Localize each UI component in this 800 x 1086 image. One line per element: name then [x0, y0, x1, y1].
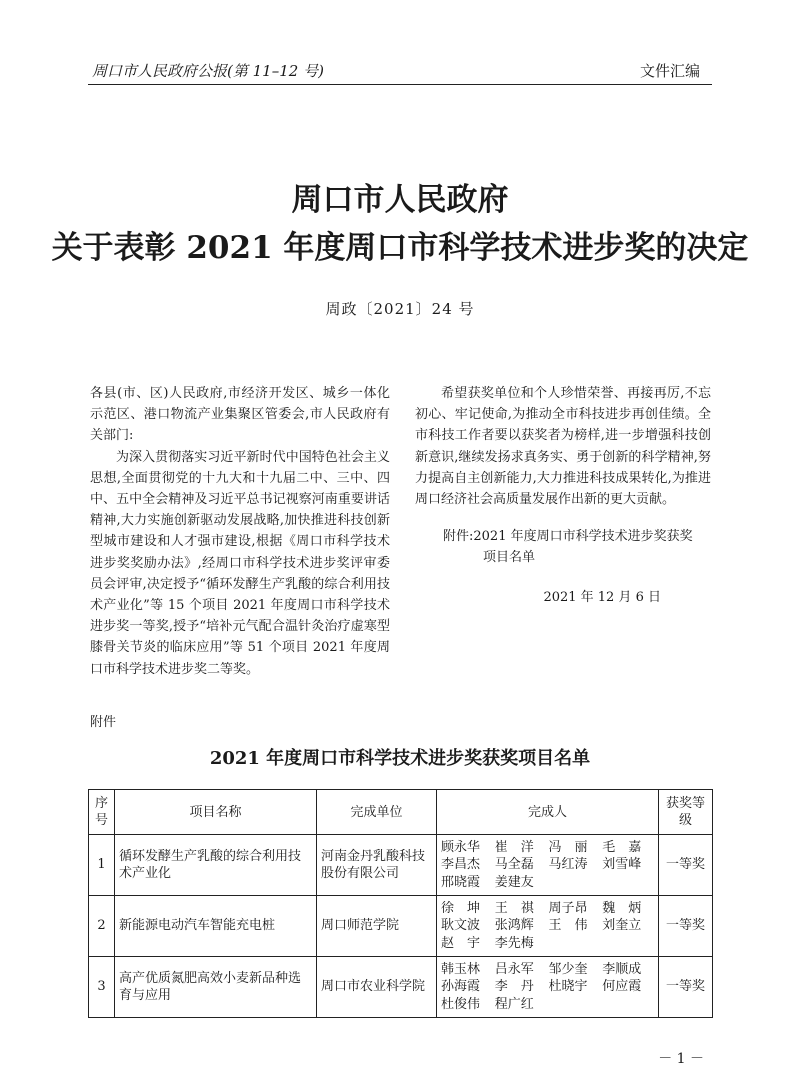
person-name: 马红涛: [548, 857, 588, 873]
person-name: 周子昂: [548, 900, 588, 916]
person-name: 李 丹: [494, 979, 534, 995]
row-index: 3: [89, 957, 115, 1018]
publication-name: 周口市人民政府公报(第 11–12 号): [92, 62, 324, 80]
person-name: 毛 嘉: [602, 839, 642, 855]
person-name: 耿文波: [441, 918, 481, 934]
table-row: [89, 957, 713, 1018]
header-unit: 完成单位: [317, 790, 437, 835]
person-name: 杜俊伟: [441, 996, 481, 1012]
row-persons: [437, 896, 659, 957]
header-index: 序号: [89, 790, 115, 835]
person-name: 李先梅: [494, 935, 534, 951]
annex-title: 2021 年度周口市科学技术进步奖获奖项目名单: [209, 748, 591, 769]
person-name: 刘雪峰: [602, 857, 642, 873]
row-unit: 河南金丹乳酸科技股份有限公司: [317, 835, 437, 896]
person-name: 何应霞: [602, 979, 642, 995]
row-persons: [437, 835, 659, 896]
person-name: 王 祺: [494, 900, 534, 916]
person-name: 马全磊: [494, 857, 534, 873]
person-name: 徐 坤: [441, 900, 481, 916]
attachment-note-line2: 项目名单: [483, 550, 536, 566]
awards-table: [88, 789, 713, 1018]
row-project: 高产优质氮肥高效小麦新品种选育与应用: [115, 957, 317, 1018]
person-name: 孙海霞: [441, 979, 481, 995]
person-name: 程广红: [494, 996, 534, 1012]
header-persons: 完成人: [437, 790, 659, 835]
person-name: 邹少奎: [548, 961, 588, 977]
page-number: － 1 －: [658, 1051, 704, 1067]
person-name: 姜建友: [494, 874, 534, 890]
row-persons: [437, 957, 659, 1018]
table-header-row: [89, 790, 713, 835]
row-unit: 周口师范学院: [317, 896, 437, 957]
person-name: 冯 丽: [548, 839, 588, 855]
row-award: 一等奖: [659, 835, 713, 896]
person-name: 李昌杰: [441, 857, 481, 873]
row-award: 一等奖: [659, 957, 713, 1018]
person-name: 张鸿辉: [494, 918, 534, 934]
issue-date: 2021 年 12 月 6 日: [543, 589, 661, 605]
section-name: 文件汇编: [639, 62, 700, 80]
person-name: 王 伟: [548, 918, 588, 934]
person-name: 吕永军: [494, 961, 534, 977]
body-left-column: [90, 383, 390, 680]
row-project: 新能源电动汽车智能充电桩: [115, 896, 317, 957]
row-award: 一等奖: [659, 896, 713, 957]
person-name: 魏 炳: [602, 900, 642, 916]
body-right-column: [415, 383, 711, 608]
header-award: 获奖等级: [659, 790, 713, 835]
document-number: 周政〔2021〕24 号: [325, 300, 475, 318]
row-index: 1: [89, 835, 115, 896]
person-name: 赵 宇: [441, 935, 481, 951]
person-name: 顾永华: [441, 839, 481, 855]
attachment-note: [415, 526, 711, 568]
table-row: [89, 896, 713, 957]
document-title-line1: 周口市人民政府: [291, 182, 509, 218]
person-name: 崔 洋: [494, 839, 534, 855]
person-name: 邢晓霞: [441, 874, 481, 890]
document-title-line2: 关于表彰 2021 年度周口市科学技术进步奖的决定: [51, 230, 749, 266]
header-divider: [88, 84, 712, 85]
addressee: 各县(市、区)人民政府,市经济开发区、城乡一体化示范区、港口物流产业集聚区管委会,市人民政府有关部门:: [90, 386, 390, 444]
person-name: 韩玉林: [441, 961, 481, 977]
person-name: 刘奎立: [602, 918, 642, 934]
row-project: 循环发酵生产乳酸的综合利用技术产业化: [115, 835, 317, 896]
header-project: 项目名称: [115, 790, 317, 835]
annex-label: 附件: [90, 715, 117, 730]
row-index: 2: [89, 896, 115, 957]
attachment-note-line1: 附件:2021 年度周口市科学技术进步奖获奖: [443, 529, 693, 545]
person-name: 杜晓宇: [548, 979, 588, 995]
table-row: [89, 835, 713, 896]
row-unit: 周口市农业科学院: [317, 957, 437, 1018]
person-name: 李顺成: [602, 961, 642, 977]
encouragement-paragraph: 希望获奖单位和个人珍惜荣誉、再接再厉,不忘初心、牢记使命,为推动全市科技进步再创佳绩。全市科技工作者要以获奖者为榜样,进一步增强科技创新意识,继续发扬求真务实、勇于创新的科学精神,努力提高自主创新能力,大力推进科技成果转化,为推进周口经济社会高质量发展作出新的更大贡献。: [415, 386, 711, 508]
decision-paragraph: 为深入贯彻落实习近平新时代中国特色社会主义思想,全面贯彻党的十九大和十九届二中、三中、四中、五中全会精神及习近平总书记视察河南重要讲话精神,大力实施创新驱动发展战略,加快推进科技创新型城市建设和人才强市建设,根据《周口市科学技术进步奖奖励办法》,经周口市科学技术进步奖评审委员会评审,决定授予“循环发酵生产乳酸的综合利用技术产业化”等 15 个项目 2021 年度周口市科学技术进步奖一等奖,授予“培补元气配合温针灸治疗虚寒型膝骨关节炎的临床应用”等 51 个项目 2021 年度周口市科学技术进步奖二等奖。: [90, 449, 390, 677]
